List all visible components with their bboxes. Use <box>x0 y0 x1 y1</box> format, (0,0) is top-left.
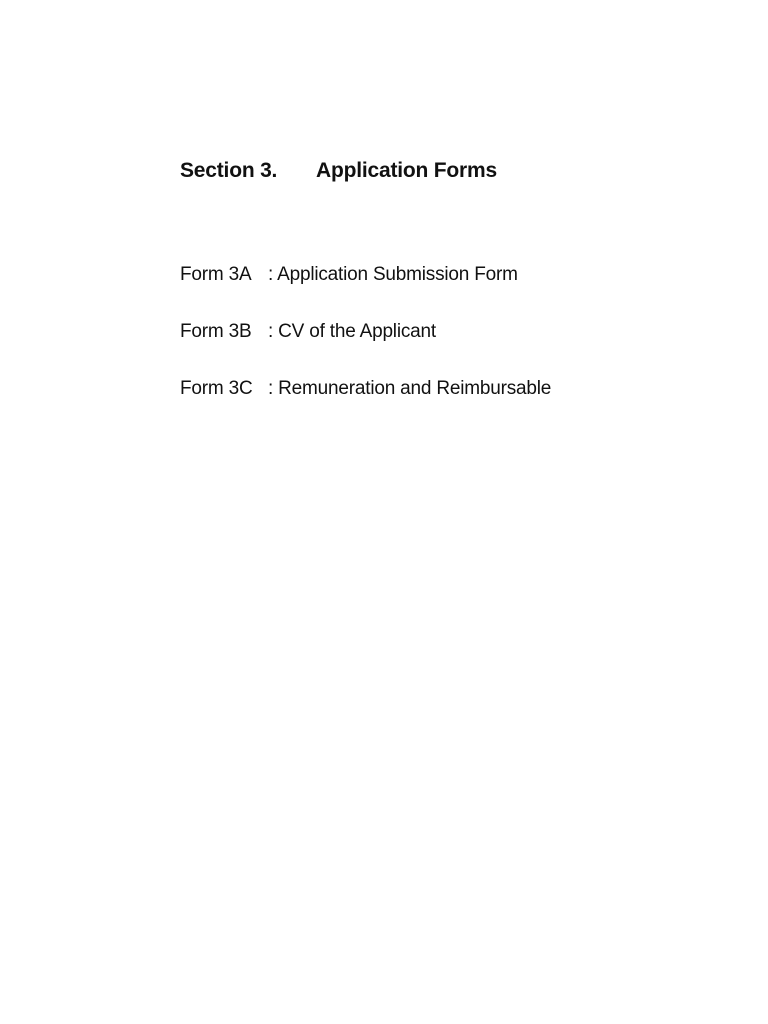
section-title: Application Forms <box>316 159 497 182</box>
form-description: : Remuneration and Reimbursable <box>268 378 552 399</box>
form-code: Form 3C <box>180 378 253 399</box>
form-item-3c <box>180 378 551 435</box>
form-item-3b <box>180 321 551 378</box>
form-description: : Application Submission Form <box>268 264 518 285</box>
form-item-3a <box>180 264 551 321</box>
section-heading <box>180 159 497 183</box>
form-code: Form 3A <box>180 264 252 285</box>
section-number: Section 3. <box>180 159 278 182</box>
form-description: : CV of the Applicant <box>268 321 436 342</box>
form-list <box>180 264 551 435</box>
form-code: Form 3B <box>180 321 252 342</box>
